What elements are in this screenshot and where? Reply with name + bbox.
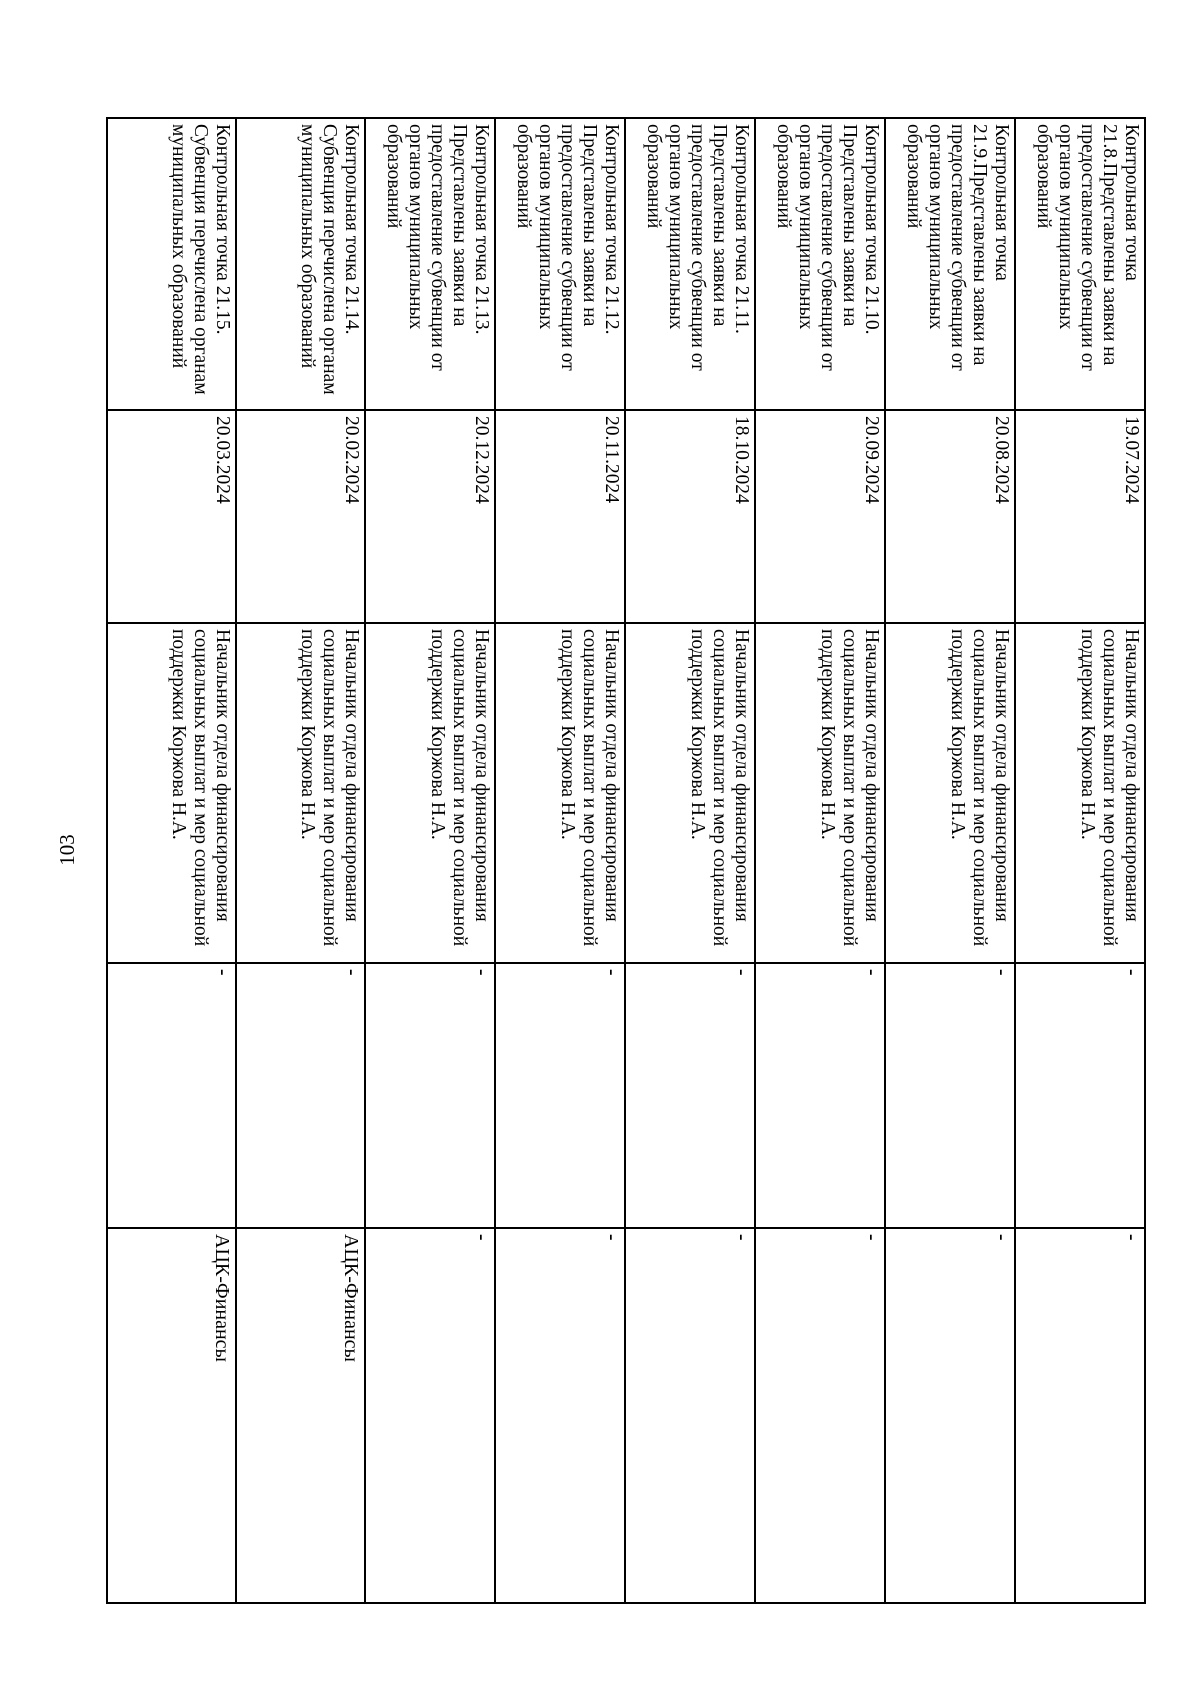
date-cell: 20.09.2024 [755,410,885,623]
table-row [236,118,365,1603]
responsible-cell: Начальник отдела финансирования социальных выплат и мер социальной поддержки Коржова Н.А. [1015,623,1145,963]
document-type-cell: - [625,963,755,1228]
responsible-cell: Начальник отдела финансирования социальных выплат и мер социальной поддержки Коржова Н.А. [107,623,236,963]
document-type-cell: - [236,963,365,1228]
table-row [885,118,1015,1603]
responsible-cell: Начальник отдела финансирования социальных выплат и мер социальной поддержки Коржова Н.А. [755,623,885,963]
table-row [495,118,625,1603]
responsible-cell: Начальник отдела финансирования социальных выплат и мер социальной поддержки Коржова Н.А. [495,623,625,963]
info-system-cell: - [755,1228,885,1603]
responsible-cell: Начальник отдела финансирования социальных выплат и мер социальной поддержки Коржова Н.А. [365,623,495,963]
date-cell: 19.07.2024 [1015,410,1145,623]
date-cell: 20.11.2024 [495,410,625,623]
table-row [107,118,236,1603]
event-cell: Контрольная точка 21.8.Представлены заявки на предоставление субвенции от органов муниципальных образований [1015,118,1145,410]
responsible-cell: Начальник отдела финансирования социальных выплат и мер социальной поддержки Коржова Н.А. [885,623,1015,963]
event-cell: Контрольная точка 21.13. Представлены заявки на предоставление субвенции от органов муниципальных образований [365,118,495,410]
event-cell: Контрольная точка 21.14. Субвенция перечислена органам муниципальных образований [236,118,365,410]
info-system-cell: АЦК-Финансы [236,1228,365,1603]
document-type-cell: - [755,963,885,1228]
document-type-cell: - [495,963,625,1228]
info-system-cell: АЦК-Финансы [107,1228,236,1603]
document-type-cell: - [1015,963,1145,1228]
control-points-table [106,117,1146,1604]
document-type-cell: - [885,963,1015,1228]
responsible-cell: Начальник отдела финансирования социальных выплат и мер социальной поддержки Коржова Н.А. [625,623,755,963]
rotated-table-container [106,117,1146,1602]
date-cell: 20.03.2024 [107,410,236,623]
event-cell: Контрольная точка 21.12. Представлены заявки на предоставление субвенции от органов муниципальных образований [495,118,625,410]
responsible-cell: Начальник отдела финансирования социальных выплат и мер социальной поддержки Коржова Н.А. [236,623,365,963]
date-cell: 20.08.2024 [885,410,1015,623]
date-cell: 20.12.2024 [365,410,495,623]
table-row [755,118,885,1603]
date-cell: 20.02.2024 [236,410,365,623]
event-cell: Контрольная точка 21.15. Субвенция перечислена органам муниципальных образований [107,118,236,410]
table-row [1015,118,1145,1603]
event-cell: Контрольная точка 21.11. Представлены заявки на предоставление субвенции от органов муниципальных образований [625,118,755,410]
date-cell: 18.10.2024 [625,410,755,623]
info-system-cell: - [885,1228,1015,1603]
document-type-cell: - [107,963,236,1228]
event-cell: Контрольная точка 21.10. Представлены заявки на предоставление субвенции от органов муниципальных образований [755,118,885,410]
table-row [625,118,755,1603]
table-row [365,118,495,1603]
event-cell: Контрольная точка 21.9.Представлены заявки на предоставление субвенции от органов муниципальных образований [885,118,1015,410]
info-system-cell: - [1015,1228,1145,1603]
document-type-cell: - [365,963,495,1228]
info-system-cell: - [495,1228,625,1603]
info-system-cell: - [625,1228,755,1603]
page-number: 103 [55,834,79,866]
info-system-cell: - [365,1228,495,1603]
